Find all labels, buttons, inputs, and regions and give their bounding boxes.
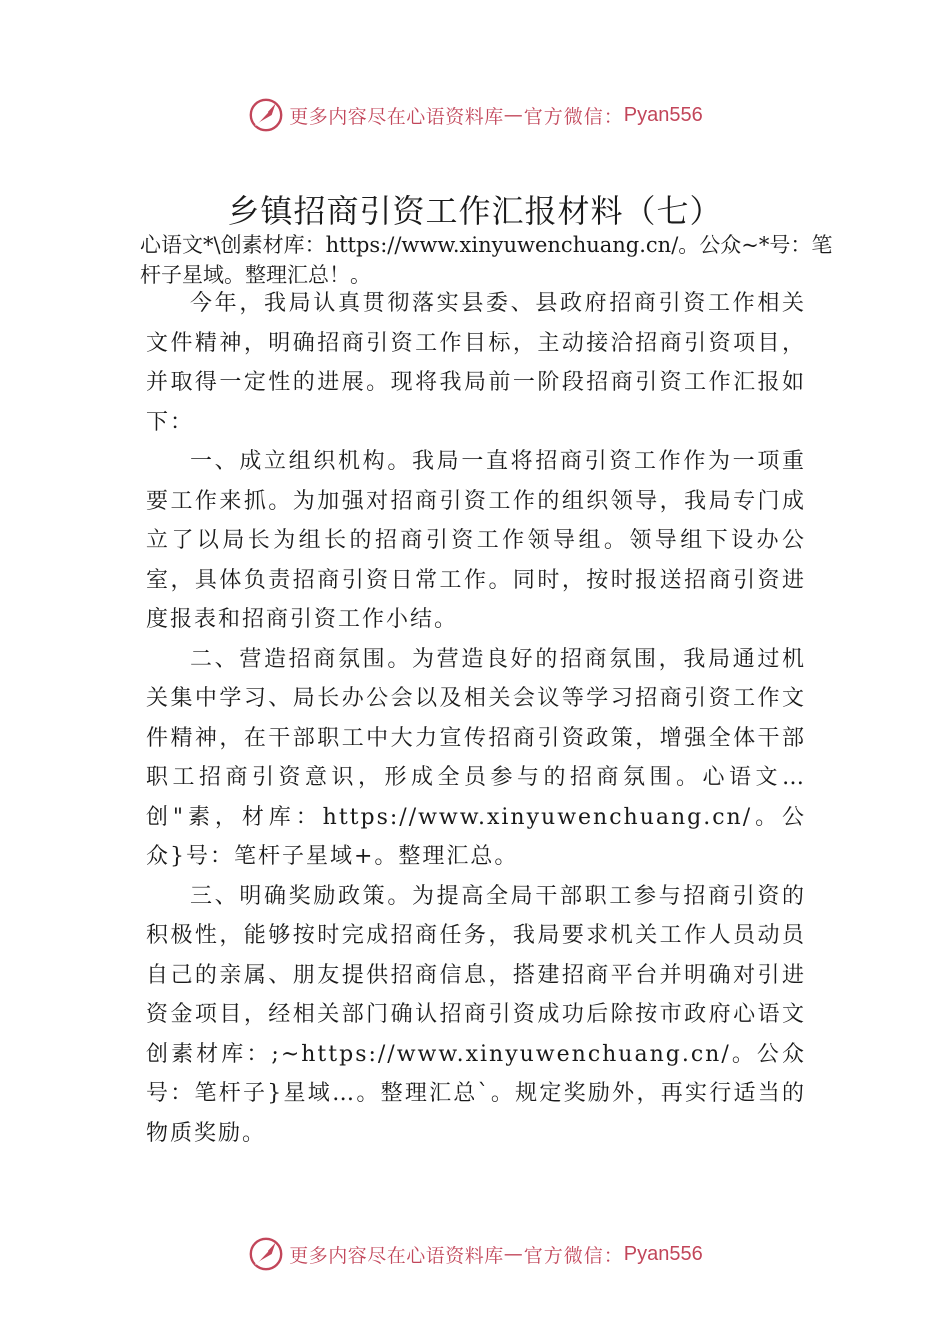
quill-logo-icon bbox=[247, 1235, 285, 1273]
paragraph-intro: 今年，我局认真贯彻落实县委、县政府招商引资工作相关文件精神，明确招商引资工作目标，主动接洽招商引资项目，并取得一定性的进展。现将我局前一阶段招商引资工作汇报如下： bbox=[146, 291, 806, 435]
quill-logo-icon bbox=[247, 96, 285, 134]
banner-slogan: 更多内容尽在心语资料库 bbox=[289, 1244, 504, 1267]
source-note: 心语文*\创素材库：https://www.xinyuwenchuang.cn/。公众~*号：笔杆子星域。整理汇总！。 bbox=[140, 233, 833, 287]
banner-wechat-id: Pyan556 bbox=[623, 103, 703, 126]
banner-wechat-id: Pyan556 bbox=[623, 1242, 703, 1265]
banner-slogan: 更多内容尽在心语资料库 bbox=[289, 105, 504, 128]
banner-dash: — bbox=[503, 1243, 524, 1265]
footer-banner bbox=[0, 1232, 950, 1276]
banner-wechat-label: 官方微信： bbox=[523, 105, 624, 128]
document-title: 乡镇招商引资工作汇报材料（七） bbox=[227, 192, 723, 230]
paragraph-section-2: 二、营造招商氛围。为营造良好的招商氛围，我局通过机关集中学习、局长办公会以及相关会议等学习招商引资工作文件精神，在干部职工中大力宣传招商引资政策，增强全体干部职工招商引资意识，形成全员参与的招商氛围。心语文…创"素，材库：https://www.xinyuwenchuang.cn/。公众}号：笔杆子星域+。整理汇总。 bbox=[146, 646, 806, 869]
paragraph-section-1: 一、成立组织机构。我局一直将招商引资工作作为一项重要工作来抓。为加强对招商引资工作的组织领导，我局专门成立了以局长为组长的招商引资工作领导组。领导组下设办公室，具体负责招商引资日常工作。同时，按时报送招商引资进度报表和招商引资工作小结。 bbox=[146, 449, 806, 632]
header-banner bbox=[0, 93, 950, 137]
paragraph-section-3: 三、明确奖励政策。为提高全局干部职工参与招商引资的积极性，能够按时完成招商任务，我局要求机关工作人员动员自己的亲属、朋友提供招商信息，搭建招商平台并明确对引进资金项目，经相关部门确认招商引资成功后除按市政府心语文创素材库：;~https://www.xinyuwenchuang.cn/。公众号：笔杆子}星域…。整理汇总`。规定奖励外，再实行适当的物质奖励。 bbox=[146, 883, 806, 1146]
banner-wechat-label: 官方微信： bbox=[523, 1244, 624, 1267]
banner-dash: — bbox=[503, 104, 524, 126]
document-body bbox=[146, 284, 806, 1153]
